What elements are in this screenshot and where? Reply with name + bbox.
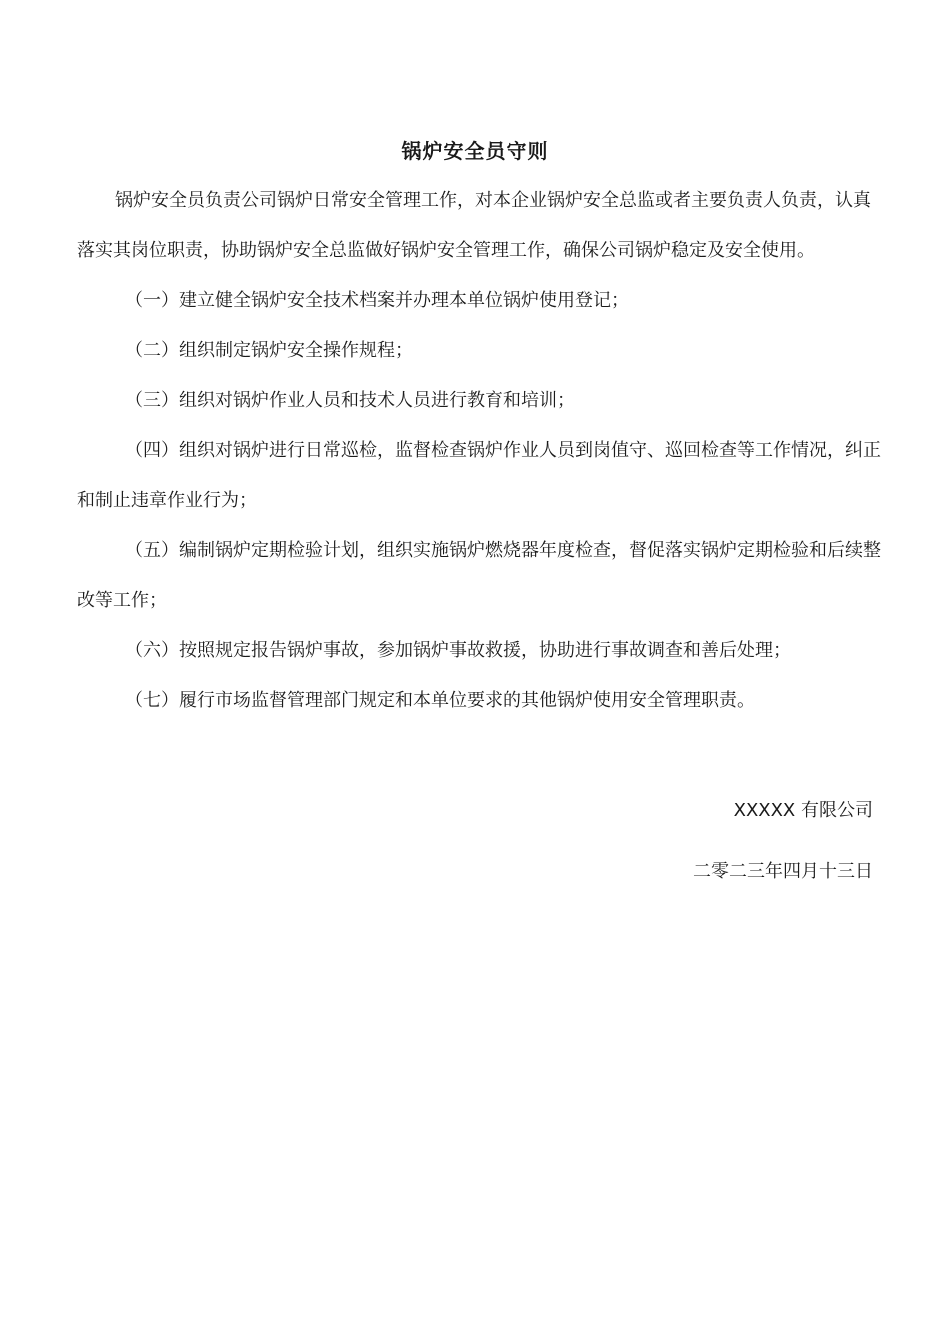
document-body [77, 176, 885, 726]
signature-date: 二零二三年四月十三日 [693, 861, 873, 882]
duty-item-3: （三）组织对锅炉作业人员和技术人员进行教育和培训； [125, 390, 575, 411]
duty-item-1: （一）建立健全锅炉安全技术档案并办理本单位锅炉使用登记； [125, 290, 629, 311]
document-title: 锅炉安全员守则 [401, 139, 549, 163]
intro-paragraph: 锅炉安全员负责公司锅炉日常安全管理工作，对本企业锅炉安全总监或者主要负责人负责，认真落实其岗位职责，协助锅炉安全总监做好锅炉安全管理工作，确保公司锅炉稳定及安全使用。 [77, 190, 871, 261]
duty-item-6: （六）按照规定报告锅炉事故，参加锅炉事故救援，协助进行事故调查和善后处理； [125, 640, 791, 661]
duty-item-4: （四）组织对锅炉进行日常巡检，监督检查锅炉作业人员到岗值守、巡回检查等工作情况，纠正和制止违章作业行为； [77, 440, 881, 511]
duty-item-5: （五）编制锅炉定期检验计划，组织实施锅炉燃烧器年度检查，督促落实锅炉定期检验和后续整改等工作； [77, 540, 881, 611]
company-signature: XXXXX 有限公司 [733, 800, 873, 821]
duty-item-2: （二）组织制定锅炉安全操作规程； [125, 340, 413, 361]
duty-item-7: （七）履行市场监督管理部门规定和本单位要求的其他锅炉使用安全管理职责。 [125, 690, 755, 711]
